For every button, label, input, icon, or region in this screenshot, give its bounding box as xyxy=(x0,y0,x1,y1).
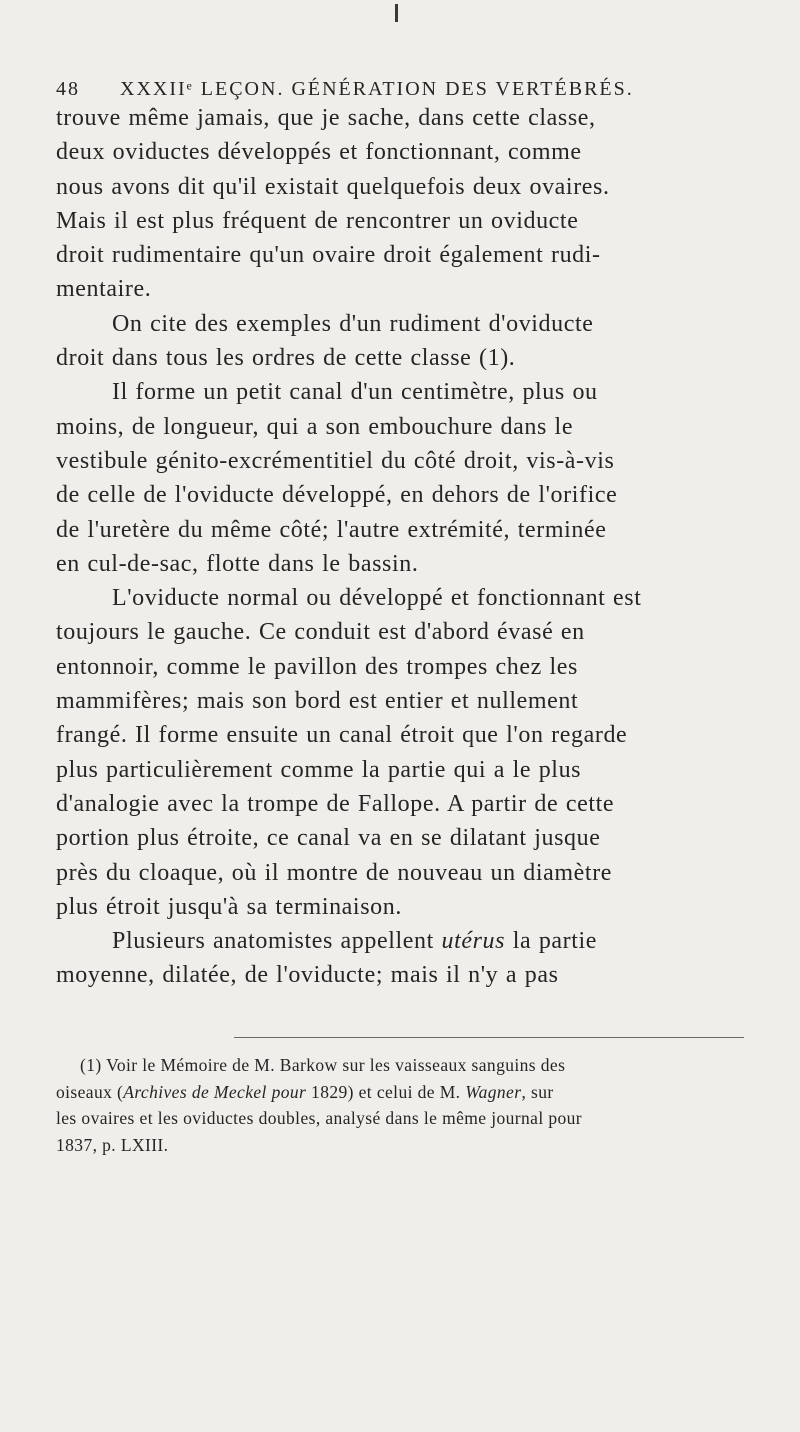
italic-term: utérus xyxy=(441,928,506,955)
text-line: nous avons dit qu'il existait quelquefois deux ovaires. xyxy=(56,173,610,200)
footnote xyxy=(56,1052,742,1158)
text-line: moins, de longueur, qui a son embouchure dans le xyxy=(56,413,574,440)
text-line: droit dans tous les ordres de cette classe (1). xyxy=(56,345,516,372)
text-line: mentaire. xyxy=(56,276,152,303)
print-mark xyxy=(395,4,398,22)
text-line: d'analogie avec la trompe de Fallope. A partir de cette xyxy=(56,790,615,817)
main-text xyxy=(56,101,742,993)
text-line: trouve même jamais, que je sache, dans cette classe, xyxy=(56,105,596,131)
paragraph-start-line xyxy=(56,924,742,958)
text-line: près du cloaque, où il montre de nouveau un diamètre xyxy=(56,859,613,886)
page-number: 48 xyxy=(56,78,80,100)
text-line: mammifères; mais son bord est entier et nullement xyxy=(56,688,579,715)
text-line: Mais il est plus fréquent de rencontrer un oviducte xyxy=(56,207,579,234)
running-title: XXXIIᵉ LEÇON. GÉNÉRATION DES VERTÉBRÉS. xyxy=(120,78,634,100)
text-line: entonnoir, comme le pavillon des trompes chez les xyxy=(56,653,578,680)
text-line: frangé. Il forme ensuite un canal étroit que l'on regarde xyxy=(56,722,628,749)
footnote-line: les ovaires et les oviductes doubles, analysé dans le même journal pour xyxy=(56,1108,583,1128)
page-header xyxy=(56,78,716,101)
paragraph-start-line: L'oviducte normal ou développé et fonctionnant est xyxy=(112,585,642,612)
text-line: de celle de l'oviducte développé, en dehors de l'orifice xyxy=(56,482,618,509)
paragraph-start-line: Il forme un petit canal d'un centimètre, plus ou xyxy=(112,379,598,406)
text-line: en cul-de-sac, flotte dans le bassin. xyxy=(56,550,419,577)
footnote-segment: 1829) et celui de M. xyxy=(306,1081,466,1102)
text-segment: Plusieurs anatomistes appellent xyxy=(112,928,442,955)
footnote-segment: , sur xyxy=(521,1081,554,1102)
footnote-italic: Wagner xyxy=(465,1081,522,1102)
footnote-italic: Archives de Meckel pour xyxy=(123,1081,307,1102)
text-line: droit rudimentaire qu'un ovaire droit également rudi- xyxy=(56,242,601,269)
text-segment: la partie xyxy=(505,928,598,955)
footnote-line: 1837, p. LXIII. xyxy=(56,1134,169,1155)
text-line: deux oviductes développés et fonctionnant, comme xyxy=(56,139,582,166)
footnote-divider xyxy=(234,1037,744,1038)
paragraph-start-line: On cite des exemples d'un rudiment d'oviducte xyxy=(112,310,594,337)
text-line: de l'uretère du même côté; l'autre extrémité, terminée xyxy=(56,516,607,543)
footnote-line xyxy=(56,1079,742,1106)
text-line: moyenne, dilatée, de l'oviducte; mais il n'y a pas xyxy=(56,962,559,989)
text-line: toujours le gauche. Ce conduit est d'abord évasé en xyxy=(56,619,585,646)
footnote-segment: oiseaux ( xyxy=(56,1081,124,1102)
text-line: portion plus étroite, ce canal va en se dilatant jusque xyxy=(56,825,601,852)
footnote-line: (1) Voir le Mémoire de M. Barkow sur les vaisseaux sanguins des xyxy=(80,1055,566,1075)
text-line: plus étroit jusqu'à sa terminaison. xyxy=(56,893,402,920)
text-line: plus particulièrement comme la partie qui a le plus xyxy=(56,756,582,783)
text-line: vestibule génito-excrémentitiel du côté droit, vis-à-vis xyxy=(56,447,615,474)
